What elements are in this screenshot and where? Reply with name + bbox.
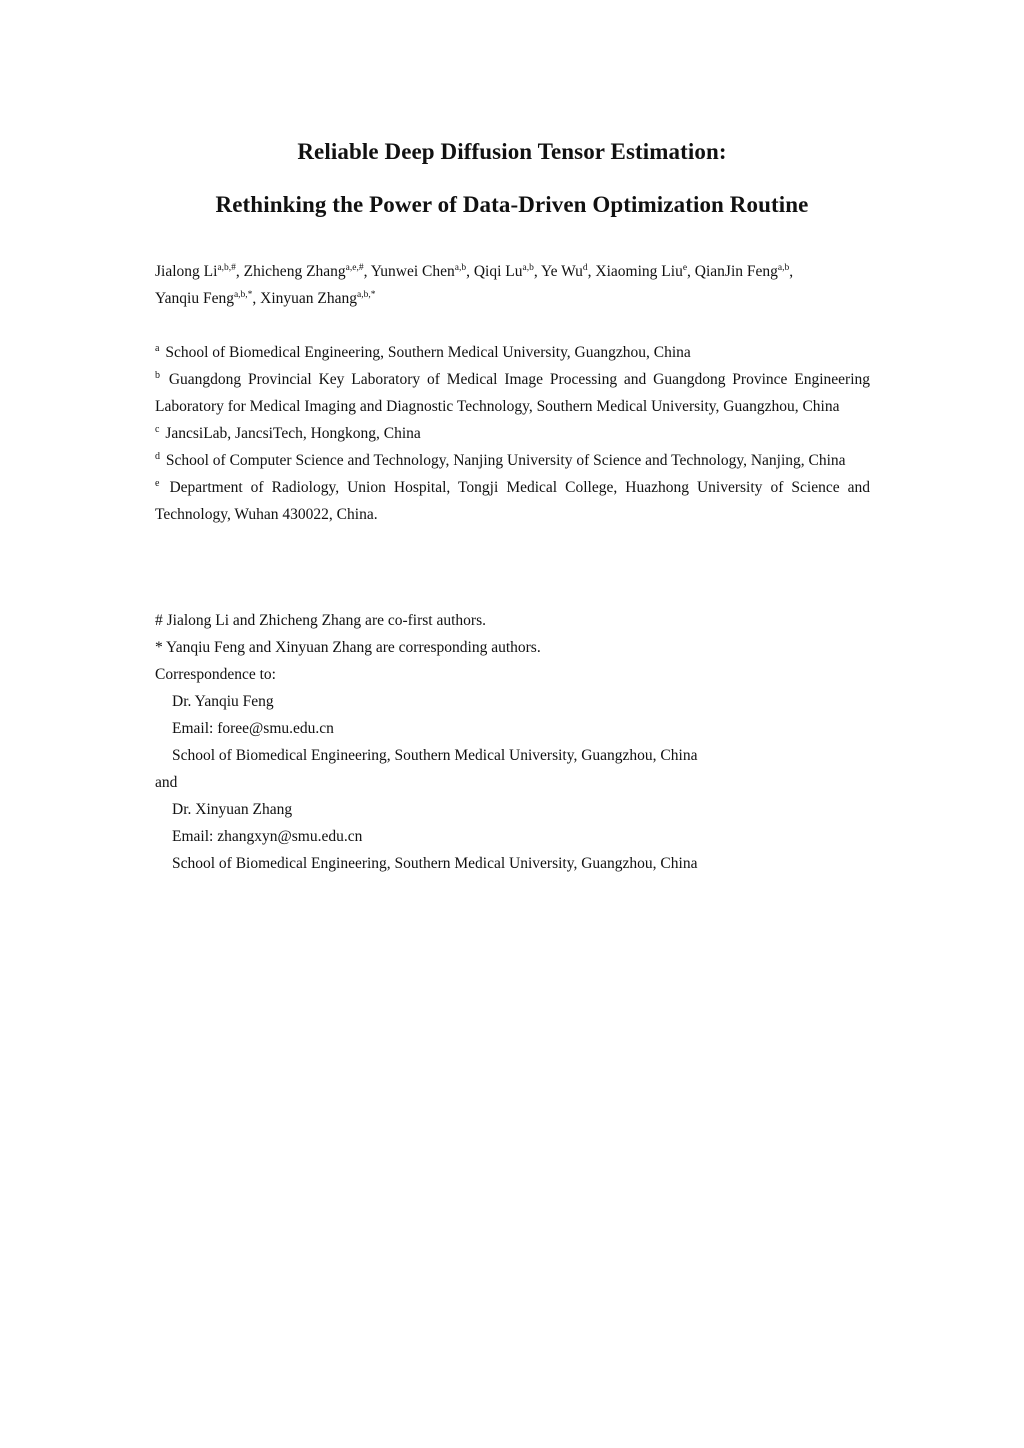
affiliation-text: School of Biomedical Engineering, Southern Medical University, Guangzhou, China [165,344,691,361]
affiliation-text: Guangdong Provincial Key Laboratory of Medical Image Processing and Guangdong Province Engineering Laboratory for Medical Imaging and Diagnostic Technology, Southern Medical University, Guangzhou, China [155,371,871,415]
author-list: Jialong $Li^{a,b,\#}$, Zhicheng Zhang$^{a,e,\#}$, Yunwei Chen$^{a,b}$, Qiqi Lu$^{a,b}$, Ye Wu$^d$, Xiaoming Liu$^e$, QianJin Feng$^{a,b}$, Yanqiu Feng$^{a,b,*}$, Xinyuan Zhang$^{a,b,*}$ [155,263,794,307]
contact-name: Dr. Xinyuan Zhang [172,801,293,818]
affiliation [155,474,870,528]
affiliation-list [155,339,870,528]
author-affiliation-marks: d [582,263,588,273]
author-name: Jialong Li [155,263,218,280]
author [474,263,534,280]
affiliation-mark: d [155,451,160,462]
author-name: Yanqiu Feng [155,290,234,307]
author-affiliation-marks: a,b,# [217,263,236,273]
author [155,290,252,307]
contact-email: Email: zhangxyn@smu.edu.cn [172,828,363,845]
affiliation [155,447,870,474]
author-affiliation-marks: a,b,* [357,290,376,300]
author-affiliation-marks: a,b [454,263,467,273]
author [244,263,364,280]
author-name: Yunwei Chen [370,263,455,280]
author-name: Qiqi Lu [473,263,523,280]
affiliation-text: JancsiLab, JancsiTech, Hongkong, China [165,425,421,442]
co-first-author-note: # Jialong Li and Zhicheng Zhang are co-first authors. [155,612,486,629]
author-name: Xinyuan Zhang [260,290,358,307]
author-affiliation-marks: e [682,263,688,273]
and-separator: and [155,774,178,791]
affiliation-mark: c [155,424,160,435]
affiliation [155,420,870,447]
author-affiliation-marks: a,b [522,263,534,273]
author [371,263,466,280]
author-name: Ye Wu [541,263,583,280]
contact-email: Email: foree@smu.edu.cn [172,720,334,737]
author [695,263,789,280]
paper-title-line-2: Rethinking the Power of Data-Driven Optimization Routine [215,192,809,217]
contact-address: School of Biomedical Engineering, Southern Medical University, Guangzhou, China [172,855,698,872]
author-affiliation-marks: a,b [777,263,790,273]
affiliation-text: School of Computer Science and Technology, Nanjing University of Science and Technology, Nanjing, China [165,452,846,469]
affiliation [155,366,870,420]
contact-address: School of Biomedical Engineering, Southern Medical University, Guangzhou, China [172,747,698,764]
contact-name: Dr. Yanqiu Feng [172,693,274,710]
author-notes [155,607,870,877]
author [541,263,588,280]
author-name: Xiaoming Liu [595,263,683,280]
corresponding-author-note: * Yanqiu Feng and Xinyuan Zhang are corresponding authors. [155,639,541,656]
author [260,290,375,307]
affiliation-mark: a [155,343,160,354]
correspondence-label: Correspondence to: [155,666,276,683]
author-name: QianJin Feng [694,263,778,280]
affiliation-text: Department of Radiology, Union Hospital, Tongji Medical College, Huazhong University of Science and Technology, Wuhan 430022, China. [155,479,870,523]
author [155,263,236,280]
affiliation [155,339,870,366]
author-affiliation-marks: a,e,# [345,263,364,273]
affiliation-mark: b [155,370,160,381]
affiliation-mark: e [155,478,160,489]
author-name: Zhicheng Zhang [243,263,346,280]
author-affiliation-marks: a,b,* [233,290,253,300]
paper-title-line-1: Reliable Deep Diffusion Tensor Estimation: [297,139,727,164]
author [595,263,687,280]
